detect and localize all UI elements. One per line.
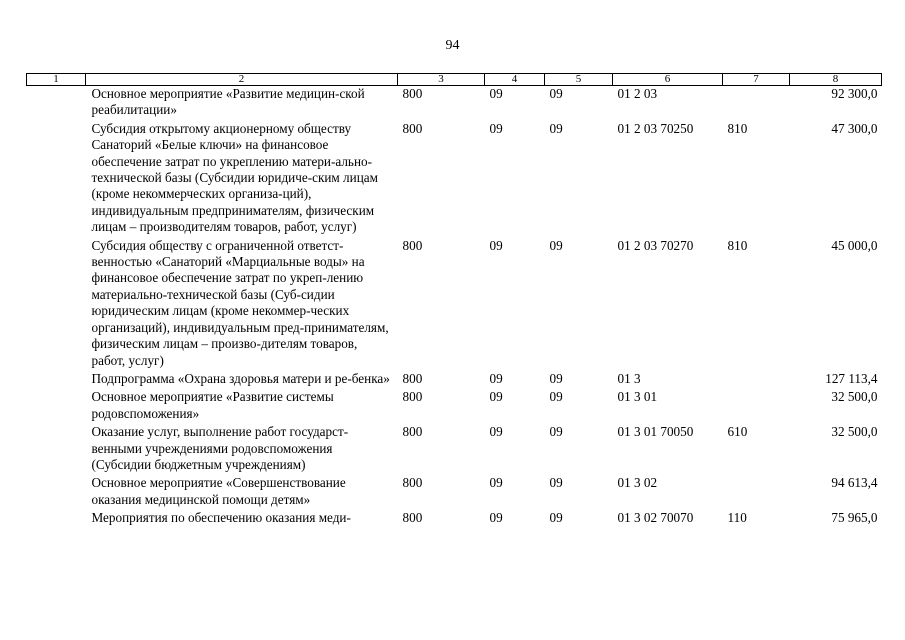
- cell-name: Мероприятия по обеспечению оказания меди-: [91, 510, 351, 526]
- cell-name: Основное мероприятие «Развитие медицин-ской реабилитации»: [91, 86, 365, 118]
- cell-c4: 09: [489, 237, 503, 253]
- cell-c3: 800: [402, 237, 423, 253]
- cell-c7: 810: [727, 237, 748, 253]
- cell-c6: 01 3 02: [617, 475, 658, 491]
- header-cell: 5: [545, 74, 613, 86]
- cell-c6: 01 2 03 70250: [617, 120, 694, 136]
- cell-c7: [723, 474, 790, 509]
- cell-name: Субсидия открытому акционерному обществу Санаторий «Белые ключи» на финансовое обеспечение затрат по укреплению матери-ально-технической базы (Субсидии юридиче-ским лицам (кроме некоммерческих организа-ций), индивидуальным предпринимателям, физическим лицам – производителям товаров, работ, услуг): [91, 120, 378, 235]
- table-row: [27, 237, 882, 370]
- cell-c4: 09: [489, 475, 503, 491]
- cell-name: Основное мероприятие «Развитие системы родовспоможения»: [91, 389, 334, 421]
- cell-col1: [27, 474, 86, 509]
- cell-name: Оказание услуг, выполнение работ государст-венными учреждениями родовспоможения (Субсидии бюджетным учреждениям): [91, 424, 349, 472]
- cell-c5: 09: [549, 86, 563, 101]
- cell-c6: 01 2 03: [617, 86, 658, 101]
- cell-col1: [27, 86, 86, 120]
- budget-table: [26, 73, 882, 528]
- cell-c6: 01 3 01 70050: [617, 424, 694, 440]
- table-row: [27, 423, 882, 474]
- cell-amount: 45 000,0: [831, 237, 878, 253]
- table-row: [27, 86, 882, 120]
- cell-col1: [27, 509, 86, 527]
- cell-c4: 09: [489, 424, 503, 440]
- cell-c7: [723, 388, 790, 423]
- table-row: [27, 509, 882, 527]
- cell-amount: 75 965,0: [831, 510, 878, 526]
- cell-c5: 09: [549, 237, 563, 253]
- table-row: [27, 370, 882, 388]
- cell-name: Основное мероприятие «Совершенствование оказания медицинской помощи детям»: [91, 475, 346, 507]
- cell-c7: [723, 86, 790, 120]
- table-row: [27, 474, 882, 509]
- cell-amount: 47 300,0: [831, 120, 878, 136]
- cell-c3: 800: [402, 424, 423, 440]
- header-cell: 7: [723, 74, 790, 86]
- cell-c7: 810: [727, 120, 748, 136]
- cell-c7: [723, 370, 790, 388]
- cell-c4: 09: [489, 86, 503, 101]
- cell-col1: [27, 370, 86, 388]
- table-body: [27, 86, 882, 528]
- cell-c5: 09: [549, 120, 563, 136]
- cell-c4: 09: [489, 389, 503, 405]
- cell-c3: 800: [402, 475, 423, 491]
- cell-c3: 800: [402, 370, 423, 386]
- cell-c4: 09: [489, 370, 503, 386]
- table-row: [27, 120, 882, 237]
- header-cell: 2: [86, 74, 398, 86]
- header-cell: 4: [485, 74, 545, 86]
- cell-amount: 127 113,4: [825, 370, 878, 386]
- cell-c4: 09: [489, 510, 503, 526]
- header-cell: 8: [790, 74, 882, 86]
- cell-col1: [27, 237, 86, 370]
- column-number-header: [27, 74, 882, 86]
- cell-col1: [27, 120, 86, 237]
- cell-c5: 09: [549, 475, 563, 491]
- header-cell: 1: [27, 74, 86, 86]
- cell-amount: 94 613,4: [831, 475, 878, 491]
- table-row: [27, 388, 882, 423]
- cell-c5: 09: [549, 424, 563, 440]
- cell-col1: [27, 388, 86, 423]
- cell-name: Субсидия обществу с ограниченной ответст-венностью «Санаторий «Марциальные воды» на финансовое обеспечение затрат по укреп-лению материально-технической базы (Суб-сидии юридическим лицам (кроме некоммер-ческих организаций), индивидуальным пред-принимателям, физическим лицам – произво-дителям товаров, работ, услуг): [91, 237, 389, 368]
- cell-c5: 09: [549, 370, 563, 386]
- header-cell: 3: [398, 74, 485, 86]
- cell-c3: 800: [402, 510, 423, 526]
- cell-c6: 01 3 01: [617, 389, 658, 405]
- cell-col1: [27, 423, 86, 474]
- cell-amount: 92 300,0: [831, 86, 878, 101]
- cell-c4: 09: [489, 120, 503, 136]
- cell-c6: 01 3: [617, 370, 641, 386]
- header-cell: 6: [613, 74, 723, 86]
- cell-c7: 610: [727, 424, 748, 440]
- cell-c7: 110: [727, 510, 747, 526]
- page-number: 94: [445, 38, 460, 53]
- cell-c6: 01 3 02 70070: [617, 510, 694, 526]
- cell-amount: 32 500,0: [831, 424, 878, 440]
- cell-c3: 800: [402, 86, 423, 101]
- cell-c5: 09: [549, 510, 563, 526]
- cell-c5: 09: [549, 389, 563, 405]
- cell-c6: 01 2 03 70270: [617, 237, 694, 253]
- cell-name: Подпрограмма «Охрана здоровья матери и ре-бенка»: [91, 370, 390, 386]
- cell-c3: 800: [402, 120, 423, 136]
- cell-amount: 32 500,0: [831, 389, 878, 405]
- cell-c3: 800: [402, 389, 423, 405]
